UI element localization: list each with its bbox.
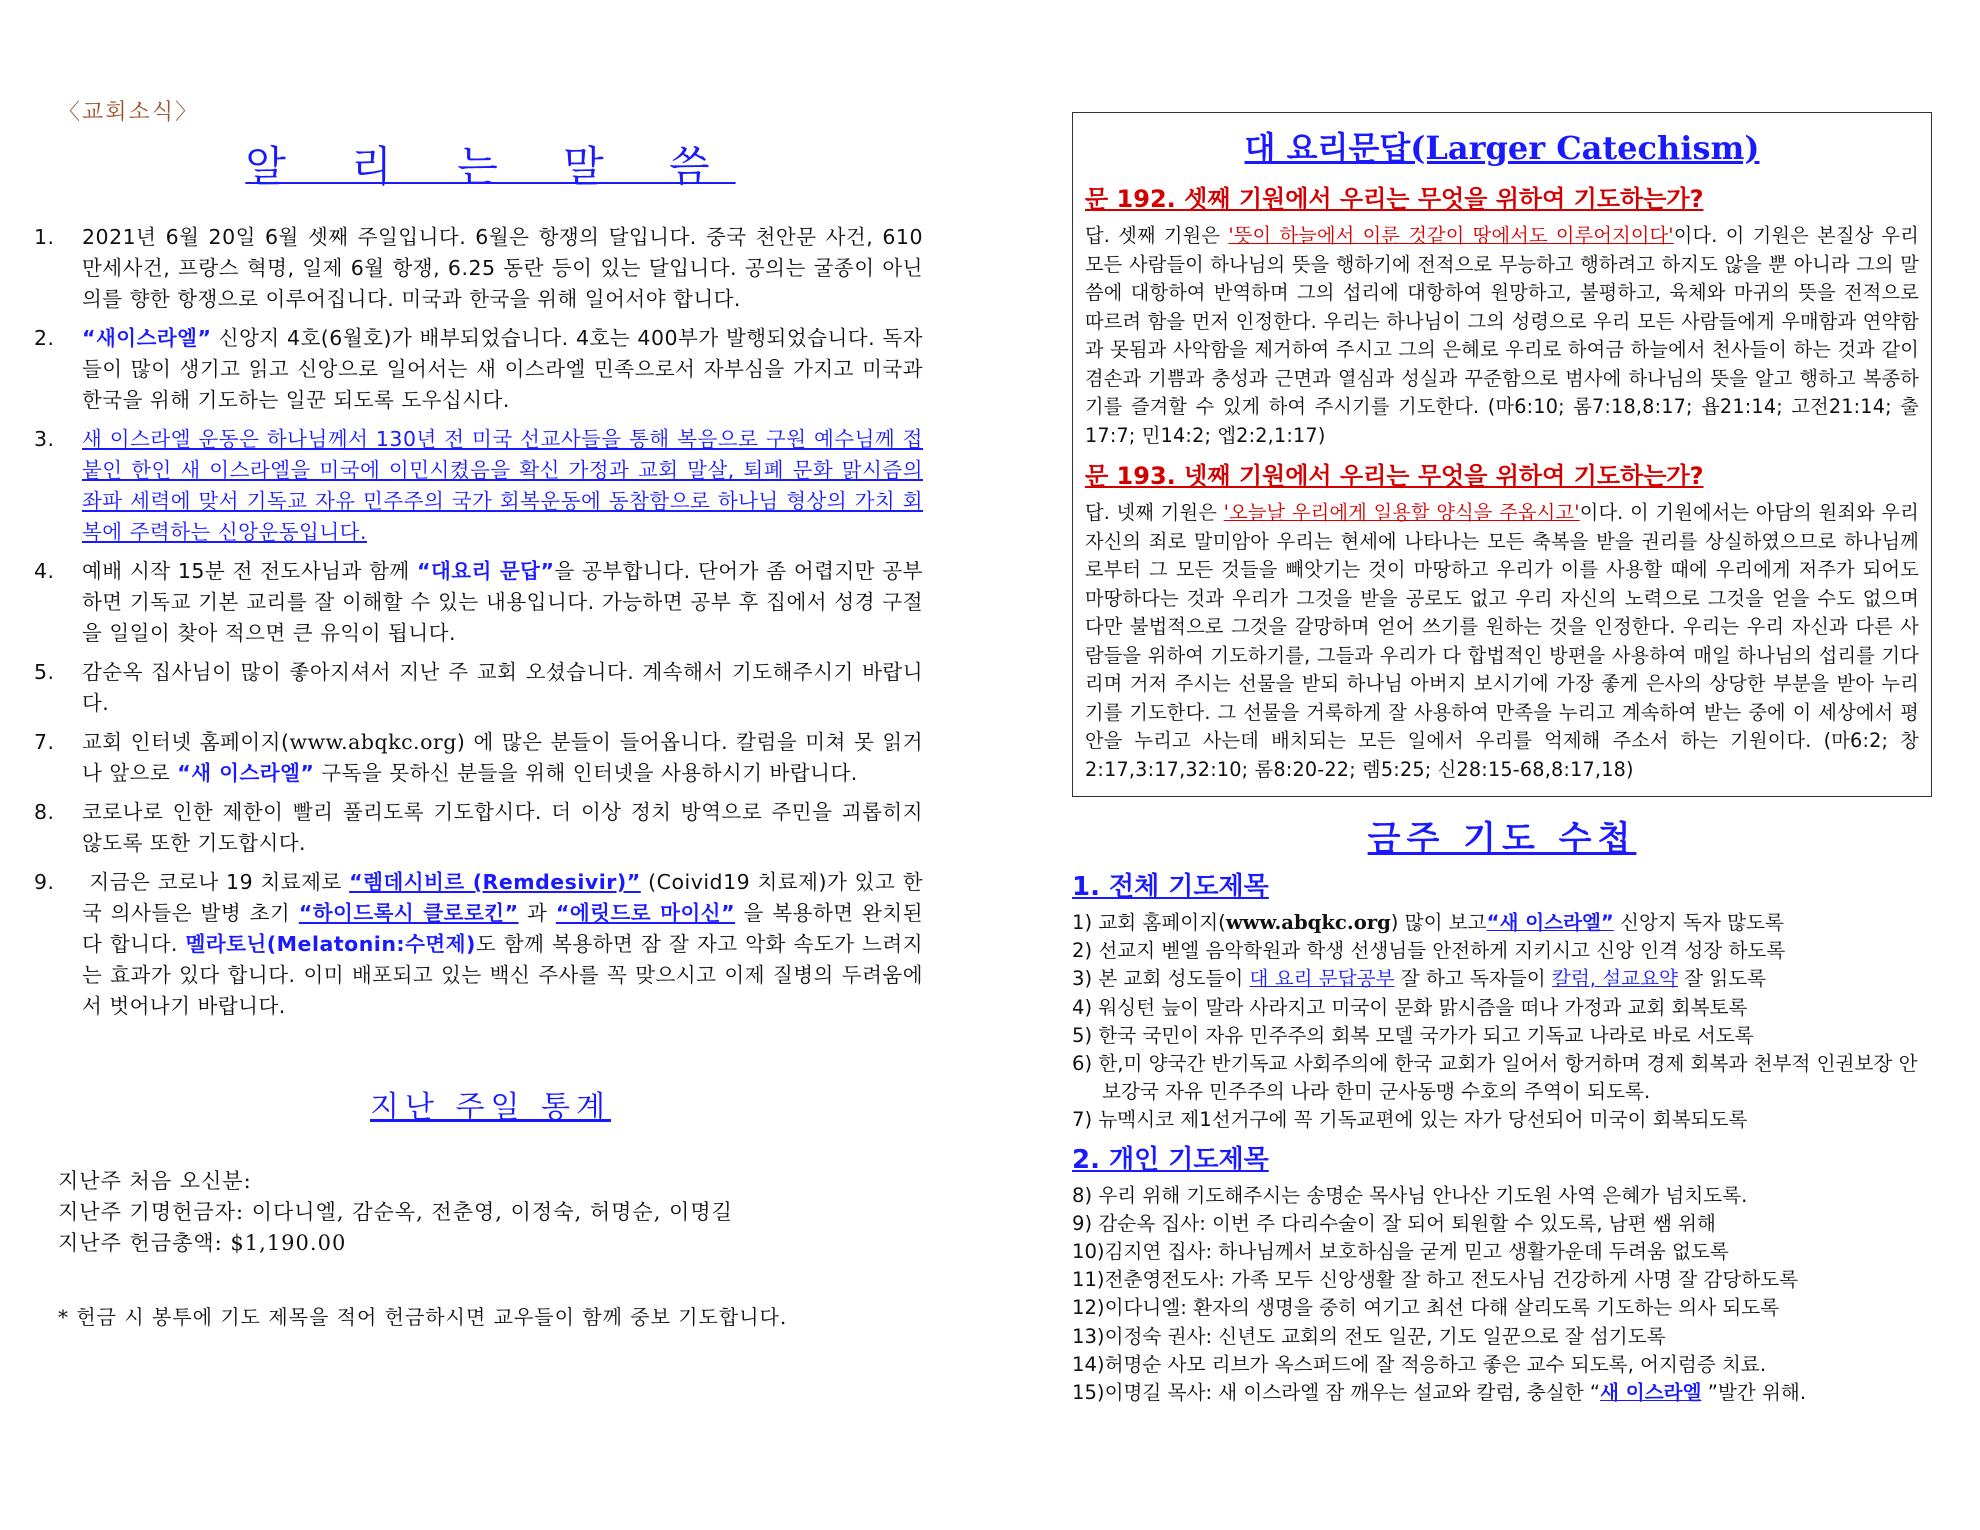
prayer-item-12: 12)이다니엘: 환자의 생명을 중히 여기고 최선 다해 살리도록 기도하는 의사 되도록 (1072, 1296, 1780, 1320)
prayer-title: 금주 기도 수첩 (1367, 819, 1637, 859)
prayer-item-9: 9) 감순옥 집사: 이번 주 다리수술이 잘 되어 퇴원할 수 있도록, 남편 쌤 위해 (1072, 1211, 1716, 1235)
notice-1: 1. 2021년 6월 20일 6월 셋째 주일입니다. 6월은 항쟁의 달입니다. 중국 천안문 사건, 610 만세사건, 프랑스 혁명, 일제 6월 항쟁, 6.25 동란 등이 있는 달입니다. 공의는 굴종이 아닌 의를 향한 항쟁으로 이루어집니다. 미국과 한국을 위해 일어서야 합니다. (34, 225, 923, 311)
prayer-item-13: 13)이정숙 권사: 신년도 교회의 전도 일꾼, 기도 일꾼으로 잘 섬기도록 (1072, 1324, 1666, 1348)
prayer-item-3: 3) 본 교회 성도들이 대 요리 문답공부 잘 하고 독자들이 칼럼, 설교요약 잘 읽도록 (1072, 967, 1767, 991)
section-tag: 〈교회소식〉 (58, 100, 200, 125)
right-column (1072, 112, 1932, 1407)
notice-8: 8. 코로나로 인한 제한이 빨리 풀리도록 기도합시다. 더 이상 정치 방역으로 주민을 괴롭히지 않도록 또한 기도합시다. (34, 800, 923, 855)
prayer-item-15: 15)이명길 목사: 새 이스라엘 잠 깨우는 설교와 칼럼, 충실한 “새 이스라엘 ”발간 위해. (1072, 1381, 1807, 1405)
catechism-title: 대 요리문답(Larger Catechism) (1244, 129, 1760, 167)
question-193: 문 193. 넷째 기원에서 우리는 무엇을 위하여 기도하는가? (1085, 462, 1704, 490)
catechism-box (1072, 112, 1932, 797)
prayer-item-11: 11)전춘영전도사: 가족 모두 신앙생활 잘 하고 전도사님 건강하게 사명 잘 감당하도록 (1072, 1268, 1799, 1292)
homepage-link[interactable]: www.abqkc.org (289, 730, 457, 754)
prayer-item-2: 2) 선교지 벧엘 음악학원과 학생 선생님들 안전하게 지키시고 신앙 인격 성장 하도록 (1072, 939, 1786, 963)
notice-5: 5. 감순옥 집사님이 많이 좋아지셔서 지난 주 교회 오셨습니다. 계속해서 기도해주시기 바랍니다. (34, 660, 923, 715)
general-prayer-title: 1. 전체 기도제목 (1072, 872, 1269, 902)
stats-title: 지난 주일 통계 (370, 1090, 611, 1125)
page-title: 알 리 는 말 씀 (245, 142, 736, 191)
prayer-item-8: 8) 우리 위해 기도해주시는 송명순 목사님 안나산 기도원 사역 은혜가 넘치도록. (1072, 1183, 1748, 1207)
prayer-item-10: 10)김지연 집사: 하나님께서 보호하심을 굳게 믿고 생활가운데 두려움 없도록 (1072, 1240, 1729, 1264)
notice-4: 4. 예배 시작 15분 전 전도사님과 함께 “대요리 문답”을 공부합니다. 단어가 좀 어렵지만 공부하면 기독교 기본 교리를 잘 이해할 수 있는 내용입니다. 가능하면 공부 후 집에서 성경 구절을 일일이 찾아 적으면 큰 유익이 됩니다. (34, 559, 923, 645)
answer-193: 답. 넷째 기원은 '오늘날 우리에게 일용할 양식을 주옵시고'이다. 이 기원에서는 아담의 원죄와 우리 자신의 죄로 말미암아 우리는 현세에 나타나는 모든 축복을 받을 권리를 상실하였으므로 하나님께로부터 그 모든 것들을 빼앗기는 것이 마땅하고 우리가 이를 사용할 때에 우리에게 저주가 되어도 마땅하다는 것과 우리가 그것을 받을 공로도 없고 우리 자신의 노력으로 그것을 얻을 수도 없으며 다만 불법적으로 그것을 갈망하며 얻어 쓰기를 원하는 것을 인정한다. 우리는 우리 자신과 다른 사람들을 위하여 기도하기를, 그들과 우리가 다 합법적인 방편을 사용하여 매일 하나님의 섭리를 기다리며 거저 주시는 선물을 받되 하나님 아버지 보시기에 가장 좋게 은사의 상당한 부분을 받아 누리기를 기도한다. 그 선물을 거룩하게 잘 사용하여 만족을 누리고 계속하여 받는 중에 이 세상에서 평안을 누리고 사는데 배치되는 모든 일에서 우리를 억제해 주소서 하는 기원이다. (마6:2; 창2:17,3:17,32:10; 롬8:20-22; 렘5:25; 신28:15-68,8:17,18) (1085, 501, 1919, 781)
left-column (34, 95, 924, 1330)
stat-offering-total: 지난주 헌금총액: $1,190.00 (58, 1231, 347, 1255)
notice-7: 7. 교회 인터넷 홈페이지(www.abqkc.org) 에 많은 분들이 들어옵니다. 칼럼을 미쳐 못 읽거나 앞으로 “새 이스라엘” 구독을 못하신 분들을 위해 인터넷을 사용하시기 바랍니다. (34, 730, 923, 785)
prayer-item-14: 14)허명순 사모 리브가 옥스퍼드에 잘 적응하고 좋은 교수 되도록, 어지럼증 치료. (1072, 1352, 1767, 1376)
personal-prayer-title: 2. 개인 기도제목 (1072, 1144, 1269, 1175)
stat-named-donors: 지난주 기명헌금자: 이다니엘, 감순옥, 전춘영, 이정숙, 허명순, 이명길 (58, 1200, 733, 1224)
question-192: 문 192. 셋째 기원에서 우리는 무엇을 위하여 기도하는가? (1085, 185, 1704, 213)
prayer-item-1: 1) 교회 홈페이지(www.abqkc.org) 많이 보고“새 이스라엘” 신앙지 독자 많도록 (1072, 911, 1784, 934)
notice-2: 2. “새이스라엘” 신앙지 4호(6월호)가 배부되었습니다. 4호는 400부가 발행되었습니다. 독자들이 많이 생기고 읽고 신앙으로 일어서는 새 이스라엘 민족으로서 자부심을 가지고 미국과 한국을 위해 기도하는 일꾼 되도록 도우십시다. (34, 326, 923, 412)
prayer-item-4: 4) 워싱턴 늪이 말라 사라지고 미국이 문화 맑시즘을 떠나 가정과 교회 회복토록 (1072, 995, 1748, 1019)
prayer-item-6: 6) 한,미 양국간 반기독교 사회주의에 한국 교회가 일어서 항거하며 경제 회복과 천부적 인권보장 안보강국 자유 민주주의 나라 한미 군사동맹 수호의 주역이 되도록. (1072, 1052, 1918, 1104)
homepage-link[interactable]: www.abqkc.org (1225, 911, 1391, 934)
footnote: * 헌금 시 봉투에 기도 제목을 적어 헌금하시면 교우들이 함께 중보 기도합니다. (58, 1305, 788, 1329)
answer-192: 답. 셋째 기원은 '뜻이 하늘에서 이룬 것같이 땅에서도 이루어지이다'이다. 이 기원은 본질상 우리 모든 사람들이 하나님의 뜻을 행하기에 전적으로 무능하고 행하려고 하지도 않을 뿐 아니라 그의 말씀에 대항하여 반역하며 그의 섭리에 대항하여 원망하고, 불평하고, 육체와 마귀의 뜻을 전적으로 따르려 함을 먼저 인정한다. 우리는 하나님이 그의 성령으로 우리 모든 사람들에게 우매함과 연약함과 못됨과 사악함을 제거하여 주시고 그의 은혜로 우리로 하여금 하늘에서 천사들이 하는 것과 같이 겸손과 기쁨과 충성과 근면과 열심과 성실과 꾸준함으로 범사에 하나님의 뜻을 알고 행하고 복종하기를 즐겨할 수 있게 하여 주시기를 기도한다. (마6:10; 롬7:18,8:17; 욥21:14; 고전21:14; 출17:7; 민14:2; 엡2:2,1:17) (1085, 224, 1919, 447)
prayer-item-7: 7) 뉴멕시코 제1선거구에 꼭 기독교편에 있는 자가 당선되어 미국이 회복되도록 (1072, 1108, 1748, 1132)
notice-3: 3. 새 이스라엘 운동은 하나님께서 130년 전 미국 선교사들을 통해 복음으로 구원 예수님께 접붙인 한인 새 이스라엘을 미국에 이민시켰음을 확신 가정과 교회 말살, 퇴폐 문화 맑시즘의 좌파 세력에 맞서 기독교 자유 민주주의 국가 회복운동에 동참함으로 하나님 형상의 가치 회복에 주력하는 신앙운동입니다. (34, 427, 923, 544)
stat-first-visitors: 지난주 처음 오신분: (58, 1169, 252, 1193)
prayer-item-5: 5) 한국 국민이 자유 민주주의 회복 모델 국가가 되고 기독교 나라로 바로 서도록 (1072, 1023, 1754, 1047)
notice-9: 9. 지금은 코로나 19 치료제로 “렘데시비르 (Remdesivir)” (Coivid19 치료제)가 있고 한국 의사들은 발병 초기 “하이드록시 클로로킨” 과 “에릿드로 마이신” 을 복용하면 완치된다 합니다. 멜라토닌(Melatonin:수면제)도 함께 복용하면 잠 잘 자고 악화 속도가 느려지는 효과가 있다 합니다. 이미 배포되고 있는 백신 주사를 꼭 맞으시고 이제 질병의 두려움에서 벗어나기 바랍니다. (34, 870, 924, 1018)
